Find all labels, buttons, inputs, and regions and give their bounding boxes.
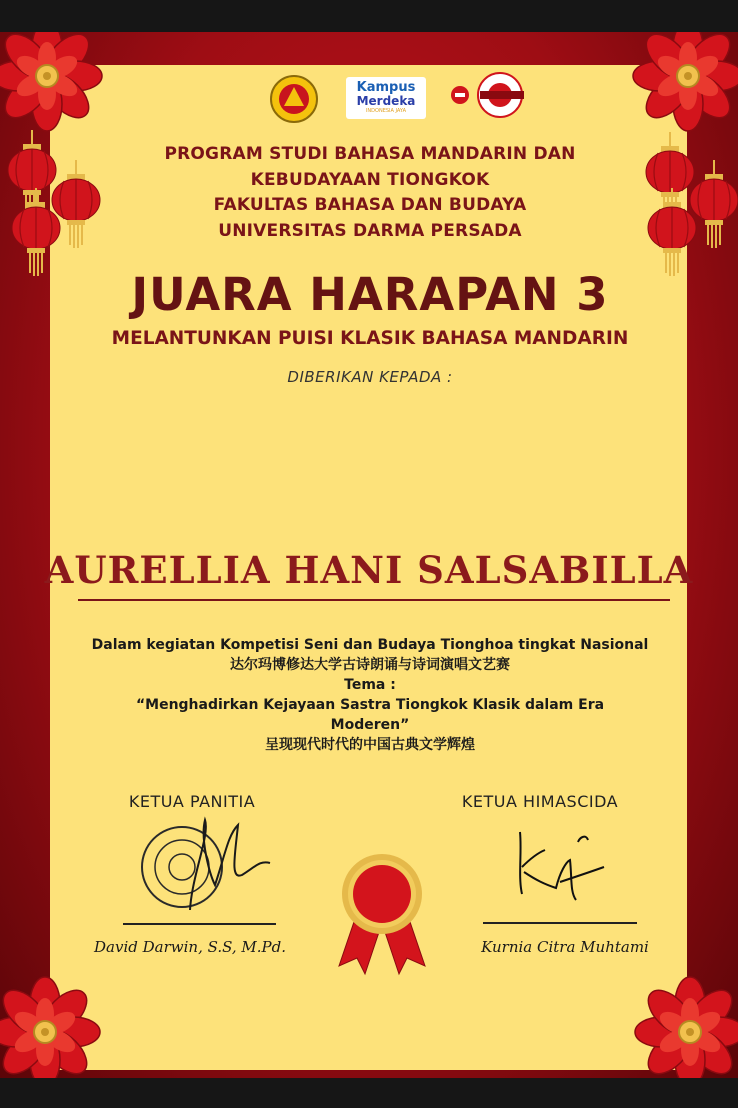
himascida-logo-icon — [450, 70, 532, 120]
flower-bottom-right-icon — [635, 977, 738, 1078]
right-signer-name: Kurnia Citra Muhtami — [481, 938, 649, 956]
event-description: Dalam kegiatan Kompetisi Seni dan Budaya Tionghoa tingkat Nasional 达尔玛博修达大学古诗朗诵与诗词演唱文艺赛 Tema : “Menghadirkan Kejayaan Sastra Tiongkok Klasik dalam Era Moderen” 呈现现代时代的中国古典文学辉煌 — [91, 637, 649, 753]
left-signer-name: David Darwin, S.S, M.Pd. — [94, 938, 286, 956]
institution-heading: PROGRAM STUDI BAHASA MANDARIN DAN KEBUDAYAAN TIONGKOK FAKULTAS BAHASA DAN BUDAYA UNIVERSITAS DARMA PERSADA — [164, 144, 576, 241]
flower-top-right-icon — [633, 32, 738, 131]
left-signer-role: KETUA PANITIA — [128, 792, 256, 811]
given-to-label: DIBERIKAN KEPADA : — [287, 368, 453, 386]
lantern-icon — [690, 160, 738, 248]
award-title: JUARA HARAPAN 3 — [131, 268, 609, 321]
kampus-merdeka-logo: Kampus Merdeka INDONESIA JAYA — [346, 77, 426, 119]
committee-stamp-signature-icon — [120, 815, 290, 915]
university-seal-icon — [268, 74, 320, 124]
left-signature-line — [123, 923, 276, 925]
award-medal-icon — [327, 848, 437, 988]
flower-bottom-left-icon — [0, 977, 100, 1078]
right-signature-line — [483, 922, 637, 924]
award-subtitle: MELANTUNKAN PUISI KLASIK BAHASA MANDARIN — [111, 328, 629, 349]
bottom-bar — [0, 1078, 738, 1108]
flower-top-left-icon — [0, 32, 102, 131]
name-underline — [78, 599, 670, 601]
recipient-name: AURELLIA HANI SALSABILLA — [44, 548, 694, 592]
right-signature-icon — [500, 822, 620, 912]
top-bar — [0, 0, 738, 32]
right-signer-role: KETUA HIMASCIDA — [461, 792, 619, 811]
